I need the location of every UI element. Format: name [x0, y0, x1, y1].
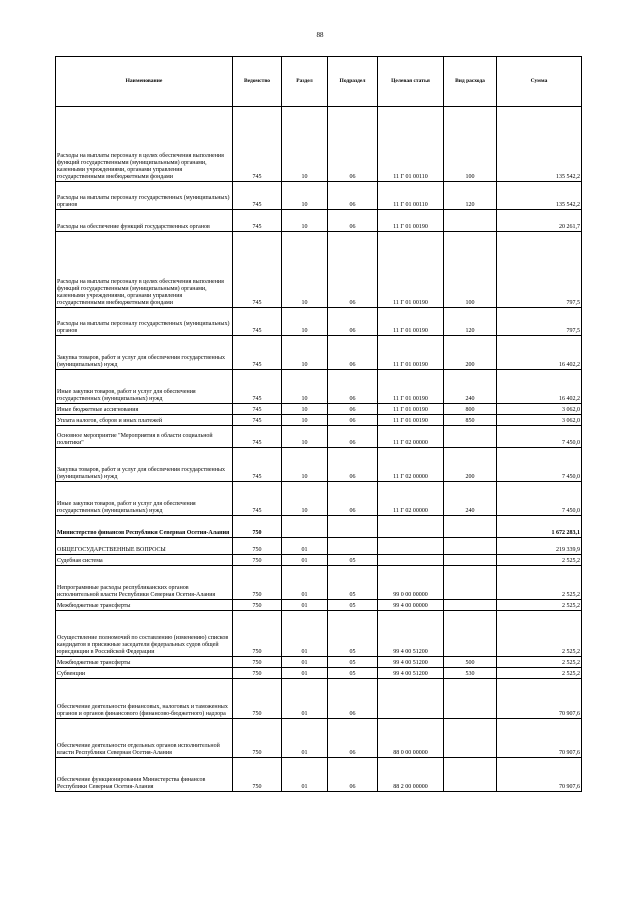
row-exp-type [444, 758, 497, 792]
row-name: Межбюджетные трансферты [56, 657, 233, 668]
row-target [378, 555, 444, 566]
row-dept: 745 [233, 182, 282, 210]
row-section: 10 [282, 482, 328, 516]
row-target: 11 Г 01 00190 [378, 404, 444, 415]
row-target: 11 Г 02 00000 [378, 426, 444, 448]
row-amount: 797,5 [497, 308, 582, 336]
budget-table [55, 56, 582, 792]
row-exp-type: 100 [444, 232, 497, 308]
table-row [56, 482, 582, 516]
row-dept: 750 [233, 657, 282, 668]
row-dept: 750 [233, 600, 282, 611]
row-target [378, 538, 444, 555]
row-subsection: 06 [328, 182, 378, 210]
row-dept: 745 [233, 232, 282, 308]
row-target: 99 4 00 51200 [378, 668, 444, 679]
row-target: 11 Г 01 00110 [378, 182, 444, 210]
row-name: Осуществление полномочий по составлению (изменению) списков кандидатов в присяжные заседатели федеральных судов общей юрисдикции в Российской Федерации [56, 611, 233, 657]
row-name: Расходы на обеспечение функций государственных органов [56, 210, 233, 232]
row-exp-type: 800 [444, 404, 497, 415]
row-exp-type [444, 555, 497, 566]
row-dept: 745 [233, 448, 282, 482]
row-subsection: 05 [328, 566, 378, 600]
header-name: Наименование [56, 57, 233, 107]
row-subsection: 06 [328, 232, 378, 308]
row-section: 10 [282, 404, 328, 415]
row-amount: 2 525,2 [497, 657, 582, 668]
table-row [56, 415, 582, 426]
row-name: Расходы на выплаты персоналу в целях обеспечения выполнения функций государственными (муниципальными) органами, казенными учреждениями, органами управления государственными внебюджетными фондами [56, 232, 233, 308]
table-row [56, 210, 582, 232]
row-exp-type: 200 [444, 448, 497, 482]
row-subsection: 06 [328, 448, 378, 482]
row-name: Субвенции [56, 668, 233, 679]
table-row [56, 668, 582, 679]
row-amount: 7 450,0 [497, 426, 582, 448]
row-amount: 7 450,0 [497, 448, 582, 482]
row-subsection: 06 [328, 482, 378, 516]
row-amount: 3 062,0 [497, 415, 582, 426]
table-row [56, 611, 582, 657]
row-section: 10 [282, 370, 328, 404]
row-dept: 745 [233, 370, 282, 404]
row-dept: 745 [233, 415, 282, 426]
table-header-row [56, 57, 582, 107]
row-exp-type: 500 [444, 657, 497, 668]
row-dept: 745 [233, 404, 282, 415]
row-exp-type [444, 538, 497, 555]
row-name: Расходы на выплаты персоналу в целях обеспечения выполнения функций государственными (муниципальными) органами, казенными учреждениями, органами управления государственными внебюджетными фондами [56, 107, 233, 182]
row-name: Уплата налогов, сборов и иных платежей [56, 415, 233, 426]
row-name: Иные бюджетные ассигнования [56, 404, 233, 415]
row-section: 10 [282, 107, 328, 182]
row-amount: 2 525,2 [497, 555, 582, 566]
row-target: 88 2 00 00000 [378, 758, 444, 792]
row-dept: 750 [233, 516, 282, 538]
row-amount: 1 672 283,1 [497, 516, 582, 538]
row-section: 01 [282, 719, 328, 758]
row-section: 10 [282, 448, 328, 482]
table-row [56, 448, 582, 482]
row-exp-type: 200 [444, 336, 497, 370]
row-name: Закупка товаров, работ и услуг для обеспечения государственных (муниципальных) нужд [56, 336, 233, 370]
row-name: Основное мероприятие "Мероприятия в области социальной политики" [56, 426, 233, 448]
row-section: 01 [282, 657, 328, 668]
table-row [56, 719, 582, 758]
row-name: Межбюджетные трансферты [56, 600, 233, 611]
row-target: 11 Г 02 00000 [378, 448, 444, 482]
row-dept: 750 [233, 566, 282, 600]
row-amount: 2 525,2 [497, 668, 582, 679]
row-dept: 750 [233, 758, 282, 792]
row-target [378, 679, 444, 719]
row-subsection: 06 [328, 426, 378, 448]
row-target: 99 4 00 51200 [378, 657, 444, 668]
row-dept: 745 [233, 482, 282, 516]
row-section: 01 [282, 611, 328, 657]
row-target [378, 516, 444, 538]
table-row [56, 657, 582, 668]
table-row [56, 538, 582, 555]
row-dept: 745 [233, 336, 282, 370]
row-subsection: 05 [328, 555, 378, 566]
row-subsection: 06 [328, 370, 378, 404]
row-section: 01 [282, 668, 328, 679]
row-name: ОБЩЕГОСУДАРСТВЕННЫЕ ВОПРОСЫ [56, 538, 233, 555]
row-dept: 750 [233, 538, 282, 555]
row-section: 01 [282, 758, 328, 792]
row-target: 99 4 00 00000 [378, 600, 444, 611]
page-number: 88 [316, 31, 324, 39]
row-amount: 135 542,2 [497, 107, 582, 182]
row-amount: 70 907,6 [497, 679, 582, 719]
row-exp-type: 120 [444, 308, 497, 336]
header-exp-type: Вид расхода [444, 57, 497, 107]
row-section: 01 [282, 679, 328, 719]
row-exp-type [444, 600, 497, 611]
table-row [56, 308, 582, 336]
row-exp-type [444, 679, 497, 719]
row-section [282, 516, 328, 538]
table-row [56, 555, 582, 566]
table-row [56, 232, 582, 308]
row-subsection: 06 [328, 758, 378, 792]
row-name: Непрограммные расходы республиканских органов исполнительной власти Республики Северная Осетия-Алания [56, 566, 233, 600]
row-subsection [328, 516, 378, 538]
table-row [56, 426, 582, 448]
row-exp-type: 120 [444, 182, 497, 210]
row-name: Министерство финансов Республики Северная Осетия-Алания [56, 516, 233, 538]
table-row [56, 370, 582, 404]
table-row [56, 182, 582, 210]
row-section: 10 [282, 210, 328, 232]
row-name: Расходы на выплаты персоналу государственных (муниципальных) органов [56, 308, 233, 336]
row-target: 11 Г 01 00190 [378, 308, 444, 336]
row-subsection: 05 [328, 611, 378, 657]
row-exp-type [444, 426, 497, 448]
row-exp-type [444, 719, 497, 758]
row-amount: 20 261,7 [497, 210, 582, 232]
row-name: Закупка товаров, работ и услуг для обеспечения государственных (муниципальных) нужд [56, 448, 233, 482]
row-amount: 7 450,0 [497, 482, 582, 516]
row-subsection: 05 [328, 668, 378, 679]
row-amount: 16 402,2 [497, 370, 582, 404]
row-exp-type [444, 611, 497, 657]
row-section: 10 [282, 232, 328, 308]
row-subsection: 06 [328, 336, 378, 370]
row-amount: 2 525,2 [497, 566, 582, 600]
row-name: Иные закупки товаров, работ и услуг для обеспечения государственных (муниципальных) нужд [56, 370, 233, 404]
row-section: 10 [282, 308, 328, 336]
row-subsection: 06 [328, 308, 378, 336]
row-section: 01 [282, 538, 328, 555]
table-row [56, 107, 582, 182]
row-exp-type [444, 566, 497, 600]
row-dept: 745 [233, 210, 282, 232]
row-dept: 750 [233, 611, 282, 657]
row-subsection: 06 [328, 404, 378, 415]
row-target: 11 Г 01 00190 [378, 370, 444, 404]
header-dept: Ведомство [233, 57, 282, 107]
row-section: 10 [282, 336, 328, 370]
header-target: Целевая статья [378, 57, 444, 107]
row-amount: 2 525,2 [497, 611, 582, 657]
row-exp-type [444, 516, 497, 538]
row-subsection: 06 [328, 210, 378, 232]
row-subsection: 06 [328, 415, 378, 426]
row-subsection: 06 [328, 679, 378, 719]
row-dept: 750 [233, 719, 282, 758]
row-name: Расходы на выплаты персоналу государственных (муниципальных) органов [56, 182, 233, 210]
row-target: 99 4 00 51200 [378, 611, 444, 657]
row-amount: 2 525,2 [497, 600, 582, 611]
row-section: 10 [282, 426, 328, 448]
table-row [56, 758, 582, 792]
row-dept: 750 [233, 679, 282, 719]
row-section: 10 [282, 182, 328, 210]
row-name: Обеспечение деятельности финансовых, налоговых и таможенных органов и органов финансового (финансово-бюджетного) надзора [56, 679, 233, 719]
row-exp-type [444, 210, 497, 232]
row-amount: 70 907,6 [497, 758, 582, 792]
row-target: 11 Г 01 00110 [378, 107, 444, 182]
row-target: 99 0 00 00000 [378, 566, 444, 600]
row-amount: 219 339,9 [497, 538, 582, 555]
table-row [56, 404, 582, 415]
row-dept: 745 [233, 308, 282, 336]
row-amount: 16 402,2 [497, 336, 582, 370]
row-amount: 70 907,6 [497, 719, 582, 758]
row-name: Обеспечение функционирования Министерства финансов Республики Северная Осетия-Алания [56, 758, 233, 792]
row-subsection: 06 [328, 719, 378, 758]
row-subsection: 05 [328, 600, 378, 611]
row-section: 01 [282, 555, 328, 566]
header-section: Раздел [282, 57, 328, 107]
row-target: 11 Г 01 00190 [378, 210, 444, 232]
row-exp-type: 100 [444, 107, 497, 182]
table-row [56, 516, 582, 538]
row-target: 11 Г 01 00190 [378, 415, 444, 426]
row-amount: 135 542,2 [497, 182, 582, 210]
table-row [56, 336, 582, 370]
row-dept: 750 [233, 668, 282, 679]
row-target: 11 Г 01 00190 [378, 336, 444, 370]
row-dept: 745 [233, 426, 282, 448]
row-exp-type: 850 [444, 415, 497, 426]
row-target: 11 Г 02 00000 [378, 482, 444, 516]
row-exp-type: 240 [444, 370, 497, 404]
table-row [56, 679, 582, 719]
row-target: 88 0 00 00000 [378, 719, 444, 758]
row-name: Судебная система [56, 555, 233, 566]
row-exp-type: 240 [444, 482, 497, 516]
row-subsection [328, 538, 378, 555]
header-subsection: Подраздел [328, 57, 378, 107]
row-subsection: 05 [328, 657, 378, 668]
row-name: Иные закупки товаров, работ и услуг для обеспечения государственных (муниципальных) нужд [56, 482, 233, 516]
row-section: 01 [282, 566, 328, 600]
table-row [56, 600, 582, 611]
header-amount: Сумма [497, 57, 582, 107]
row-dept: 745 [233, 107, 282, 182]
row-section: 01 [282, 600, 328, 611]
row-dept: 750 [233, 555, 282, 566]
row-target: 11 Г 01 00190 [378, 232, 444, 308]
row-amount: 3 062,0 [497, 404, 582, 415]
row-name: Обеспечение деятельности отдельных органов исполнительной власти Республики Северная Осетия-Алания [56, 719, 233, 758]
row-subsection: 06 [328, 107, 378, 182]
row-section: 10 [282, 415, 328, 426]
table-row [56, 566, 582, 600]
row-amount: 797,5 [497, 232, 582, 308]
row-exp-type: 530 [444, 668, 497, 679]
